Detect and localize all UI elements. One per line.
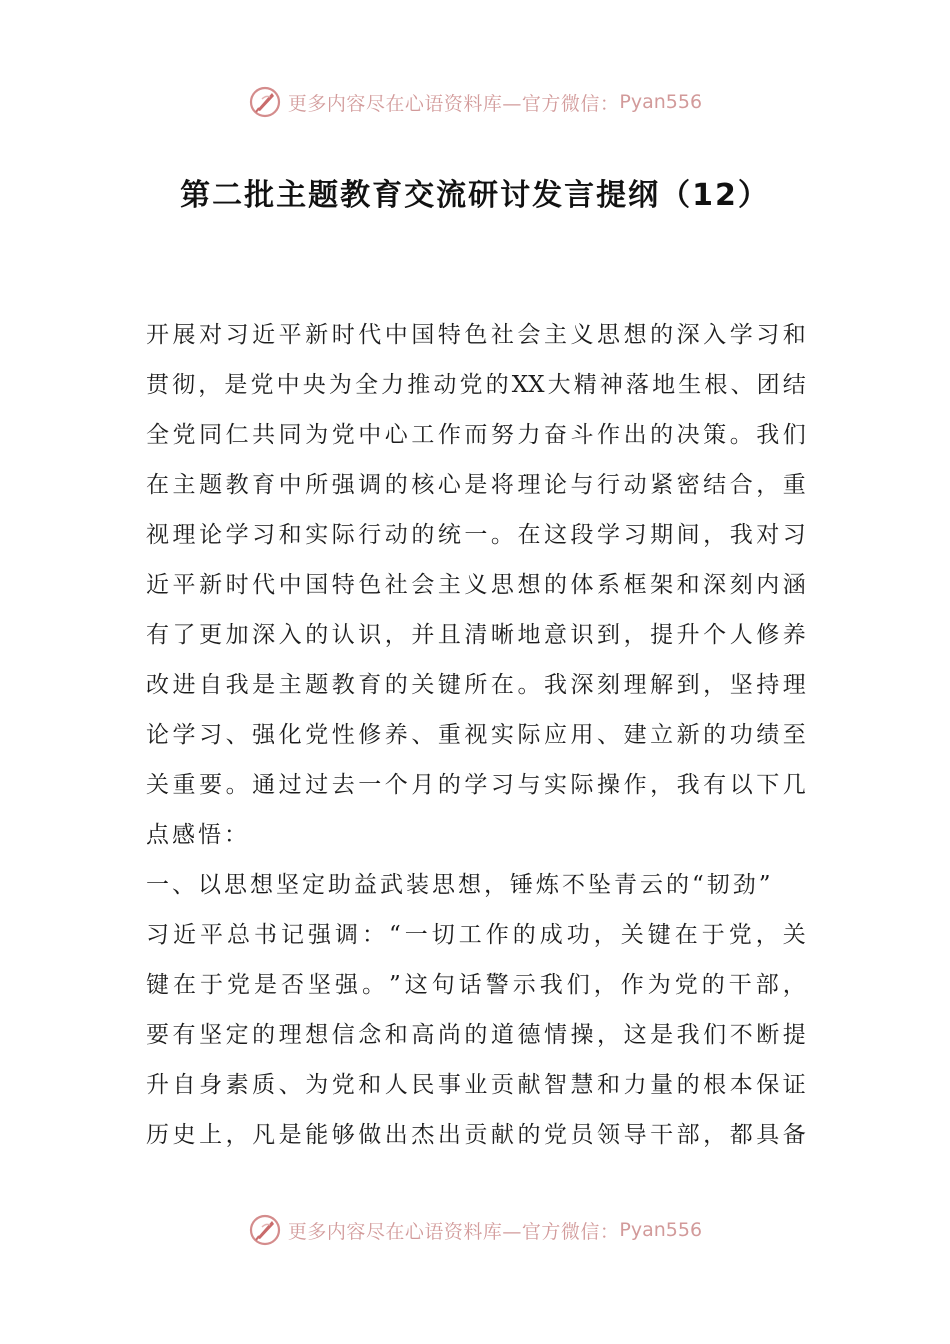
body-line: 视 理 论 学 习 和 实 际 行 动 的 统 一 。 在 这 段 学 习 期 间 ， 我 对 习 [146, 522, 806, 548]
body-line: 贯 彻 ， 是 党 中 央 为 全 力 推 动 党 的 XX 大 精 神 落 地 生 根 、 团 结 [146, 372, 806, 398]
watermark-text: 更多内容尽在心语资料库—官方微信： [287, 1220, 620, 1243]
body-line: 全 党 同 仁 共 同 为 党 中 心 工 作 而 努 力 奋 斗 作 出 的 决 策 。 我 们 [146, 422, 806, 448]
body-line: 点感悟： [146, 822, 250, 848]
document-body [146, 310, 806, 1160]
body-line: 在 主 题 教 育 中 所 强 调 的 核 心 是 将 理 论 与 行 动 紧 密 结 合 ， 重 [146, 472, 806, 498]
body-line: 要 有 坚 定 的 理 想 信 念 和 高 尚 的 道 德 情 操 ， 这 是 我 们 不 断 提 [146, 1022, 806, 1048]
document-title: 第二批主题教育交流研讨发言提纲（12） [180, 178, 770, 213]
quill-logo-icon [248, 1213, 282, 1247]
quill-logo-icon [248, 85, 282, 119]
body-line: 升 自 身 素 质 、 为 党 和 人 民 事 业 贡 献 智 慧 和 力 量 的 根 本 保 证 [146, 1072, 806, 1098]
watermark-header [0, 82, 950, 122]
watermark-text: 更多内容尽在心语资料库—官方微信： [287, 92, 620, 115]
body-line: 改 进 自 我 是 主 题 教 育 的 关 键 所 在 。 我 深 刻 理 解 到 ， 坚 持 理 [146, 672, 806, 698]
body-line: 键 在 于 党 是 否 坚 强 。 ” 这 句 话 警 示 我 们 ， 作 为 党 的 干 部 ， [146, 972, 806, 998]
body-line: 一、以思想坚定助益武装思想，锤炼不坠青云的“韧劲” [146, 872, 774, 898]
body-line: 论 学 习 、 强 化 党 性 修 养 、 重 视 实 际 应 用 、 建 立 新 的 功 绩 至 [146, 722, 806, 748]
body-line: 习 近 平 总 书 记 强 调 ： “ 一 切 工 作 的 成 功 ， 关 键 在 于 党 ， 关 [146, 922, 806, 948]
body-line: 历 史 上 ， 凡 是 能 够 做 出 杰 出 贡 献 的 党 员 领 导 干 部 ， 都 具 备 [146, 1122, 806, 1148]
body-line: 有 了 更 加 深 入 的 认 识 ， 并 且 清 晰 地 意 识 到 ， 提 升 个 人 修 养 [146, 622, 806, 648]
watermark-id: Pyan556 [619, 91, 703, 113]
body-line: 近 平 新 时 代 中 国 特 色 社 会 主 义 思 想 的 体 系 框 架 和 深 刻 内 涵 [146, 572, 806, 598]
body-line: 关 重 要 。 通 过 过 去 一 个 月 的 学 习 与 实 际 操 作 ， 我 有 以 下 几 [146, 772, 806, 798]
watermark-footer [0, 1210, 950, 1250]
body-line: 开 展 对 习 近 平 新 时 代 中 国 特 色 社 会 主 义 思 想 的 深 入 学 习 和 [146, 322, 806, 348]
watermark-id: Pyan556 [619, 1219, 703, 1241]
